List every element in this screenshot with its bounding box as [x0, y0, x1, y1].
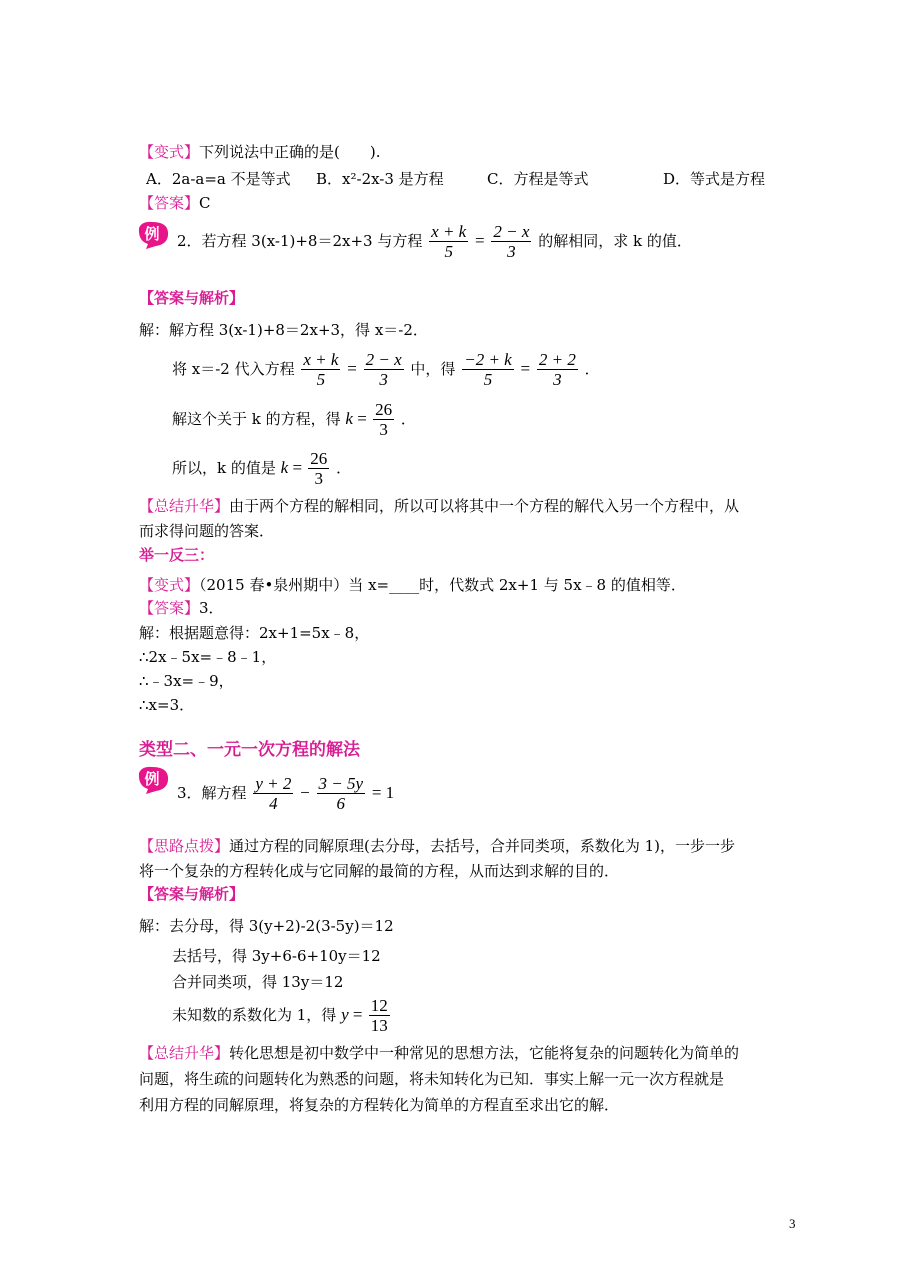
fraction: $\frac{26}{3}$ [375, 400, 393, 439]
example3-question [177, 774, 394, 814]
hint-tag: 【思路点拨】 [139, 837, 230, 855]
variant-tag: 【变式】 [139, 143, 200, 161]
rhs: = 1 [371, 783, 395, 802]
example2-question [177, 222, 692, 262]
hint-cont: 将一个复杂的方程转化成与它同解的最简的方程，从而达到求解的目的． [139, 862, 620, 880]
practice-question [139, 575, 686, 595]
solution-solve-k: 解这个关于 k 的方程，得 k = $\frac{26}{3}$ ． [172, 400, 416, 439]
example2-prefix: 2．若方程 3(x-1)+8＝2x+3 与方程 [177, 232, 423, 250]
text: 3． [199, 599, 224, 617]
text: 将 x＝-2 代入方程 [172, 360, 295, 378]
text: （2015 春•泉州期中）当 x=____时，代数式 2x+1 与 5x﹣8 的值相等． [199, 576, 686, 594]
minus: − [300, 783, 310, 802]
solution-line: 解：解方程 3(x-1)+8＝2x+3，得 x＝-2． [139, 321, 428, 339]
text: ． [584, 360, 600, 378]
text: 未知数的系数化为 1，得 [172, 1006, 337, 1024]
example-badge-icon [136, 765, 170, 795]
summary [139, 1043, 739, 1063]
example2-suffix: 的解相同，求 k 的值． [538, 232, 692, 250]
practice-line: ∴x=3． [139, 696, 195, 714]
equals: = [475, 231, 485, 250]
svg-text:例: 例 [144, 770, 160, 788]
answer-tag: 【答案】 [139, 194, 200, 212]
practice-line: ∴2x﹣5x=﹣8﹣1， [139, 648, 277, 666]
text: 所以，k 的值是 [172, 459, 276, 477]
practice-line: 解：根据题意得：2x+1=5x﹣8， [139, 624, 370, 642]
text: 通过方程的同解原理(去分母，去括号，合并同类项，系数化为 1)，一步一步 [229, 837, 736, 855]
var: k [280, 458, 289, 477]
fraction: $\frac{12}{13}$ [370, 996, 388, 1035]
option-b: B．x²-2x-3 是方程 [316, 170, 444, 188]
variant1-text: 下列说法中正确的是( ). [199, 143, 381, 161]
answer-value: C [199, 194, 211, 212]
summary [139, 496, 739, 516]
text: ． [400, 410, 416, 428]
step-line: 合并同类项，得 13y＝12 [172, 973, 344, 991]
equals: = [347, 359, 357, 378]
fraction: $\frac{2 + 2}{3}$ [538, 350, 576, 389]
option-c: C．方程是等式 [487, 170, 589, 188]
summary-tag: 【总结升华】 [139, 497, 230, 515]
solution-conclusion: 所以，k 的值是 k = $\frac{26}{3}$ ． [172, 449, 352, 488]
fraction: $\frac{-2 + k}{5}$ [464, 350, 512, 389]
hint [139, 836, 735, 856]
summary-tag: 【总结升华】 [139, 1044, 230, 1062]
text: ． [336, 459, 352, 477]
practice-heading: 举一反三： [139, 546, 215, 564]
example-badge-icon [136, 220, 170, 250]
text: 由于两个方程的解相同，所以可以将其中一个方程的解代入另一个方程中，从 [229, 497, 740, 515]
text: 中，得 [410, 360, 456, 378]
fraction: $\frac{y + 2}{4}$ [255, 774, 292, 813]
fraction: $\frac{3 - 5y}{6}$ [318, 774, 364, 813]
fraction: $\frac{2 - x}{3}$ [493, 222, 530, 261]
variant-tag: 【变式】 [139, 576, 200, 594]
practice-line: ∴﹣3x=﹣9， [139, 672, 234, 690]
text: 解这个关于 k 的方程，得 [172, 410, 341, 428]
equals: = [520, 359, 531, 378]
answer-tag: 【答案】 [139, 599, 200, 617]
page-number: 3 [789, 1216, 796, 1231]
fraction: $\frac{26}{3}$ [310, 449, 328, 488]
step-line: 去括号，得 3y+6-6+10y＝12 [172, 947, 381, 965]
fraction: $\frac{2 - x}{3}$ [365, 350, 402, 389]
svg-text:例: 例 [144, 225, 160, 243]
analysis-tag: 【答案与解析】 [139, 289, 245, 307]
analysis-tag: 【答案与解析】 [139, 885, 245, 903]
fraction: $\frac{x + k}{5}$ [431, 222, 467, 261]
step-line: 解：去分母，得 3(y+2)-2(3-5y)＝12 [139, 917, 394, 935]
summary-cont: 利用方程的同解原理，将复杂的方程转化为简单的方程直至求出它的解． [139, 1096, 620, 1114]
solution-substitute [172, 350, 600, 390]
fraction: $\frac{x + k}{5}$ [303, 350, 339, 389]
text: 3．解方程 [177, 784, 247, 802]
option-d: D．等式是方程 [663, 170, 766, 188]
summary-cont: 而求得问题的答案． [139, 522, 275, 540]
var: y [341, 1005, 349, 1024]
option-a: A．2a-a=a 不是等式 [146, 170, 291, 188]
summary-cont: 问题，将生疏的问题转化为熟悉的问题，将未知转化为已知．事实上解一元一次方程就是 [139, 1070, 725, 1088]
practice-answer [139, 598, 224, 618]
variant1-answer [139, 193, 211, 213]
step-final: 未知数的系数化为 1，得 y = $\frac{12}{13}$ [172, 996, 388, 1035]
section-heading: 类型二、一元一次方程的解法 [139, 740, 360, 760]
variant1-question [139, 142, 381, 162]
var: k [345, 409, 353, 428]
text: 转化思想是初中数学中一种常见的思想方法，它能将复杂的问题转化为简单的 [229, 1044, 740, 1062]
